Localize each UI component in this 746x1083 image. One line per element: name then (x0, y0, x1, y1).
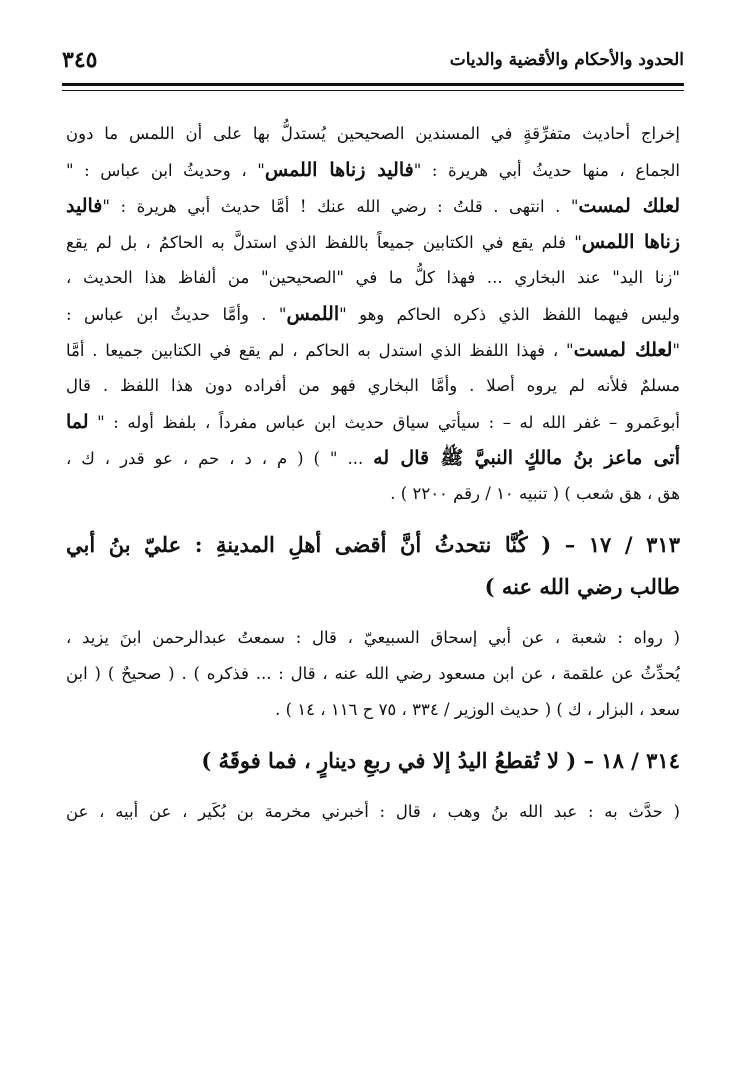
text-line: زناها اللمس" فلم يقع في الكتابين جميعاً باللفظ الذي استدلَّ به الحاكمُ ، بل لم يقع (66, 231, 680, 253)
paragraph-commentary (66, 116, 680, 512)
text-line: "زنا اليد" عند البخاري ... فهذا كلُّ ما في "الصحيحين" من ألفاظ هذا الحديث ، (66, 268, 680, 287)
text-line: أتى ماعز بنُ مالكٍ النبيَّ ﷺ قال له ... " ) ( م ، د ، حم ، عو قدر ، ك ، (66, 447, 680, 469)
hadith-heading: ٣١٣ / ١٧ – ( كُنَّا نتحدثُ أنَّ أقضى أهلِ المدينةِ : عليّ بنُ أبي (66, 532, 680, 557)
text-line: أبوعَمرو – غفر الله له – : سيأتي سياق حديث ابن عباس مفرداً ، بلفظ أوله : " لما (66, 411, 680, 433)
running-title: الحدود والأحكام والأقضية والديات (449, 50, 684, 70)
text-line: يُحدِّثُ عن علقمة ، عن ابن مسعود رضي الله عنه ، قال : ... فذكره ) . ( صحيحٌ ) ( ابن (66, 664, 680, 683)
header-rule-thick (62, 83, 684, 86)
text-line: ( رواه : شعبة ، عن أبي إسحاق السبيعيّ ، قال : سمعتُ عبدالرحمن ابنَ يزيد ، (66, 628, 680, 647)
text-line: "لعلك لمست" ، فهذا اللفظ الذي استدل به الحاكم ، لم يقع في الكتابين جميعا . أمَّا (66, 339, 680, 361)
text-line: إخراج أحاديث متفرِّقةٍ في المسندين الصحيحين يُستدلُّ بها على أن اللمس ما دون (66, 124, 680, 143)
text-line: هق ، هق شعب ) ( تنبيه ١٠ / رقم ٢٢٠٠ ) . (390, 484, 680, 503)
text-line: سعد ، البزار ، ك ) ( حديث الوزير / ٣٣٤ ، ٧٥ ح ١١٦ ، ١٤ ) . (275, 700, 680, 719)
page-number: ٣٤٥ (62, 47, 98, 73)
text-line: وليس فيهما اللفظ الذي ذكره الحاكم وهو "اللمس" . وأمَّا حديثُ ابن عباس : (66, 303, 680, 325)
hadith-313 (66, 524, 680, 728)
text-line: ( حدَّث به : عبد الله بنُ وهب ، قال : أخبرني مخرمة بن بُكَير ، عن أبيه ، عن (66, 802, 680, 821)
hadith-314 (66, 740, 680, 830)
hadith-heading: ٣١٤ / ١٨ – ( لا تُقطعُ اليدُ إلا في ربعِ دينارٍ ، فما فوقَهُ ) (201, 748, 680, 773)
text-line: الجماع ، منها حديثُ أبي هريرة : "فاليد زناها اللمس" ، وحديثُ ابن عباس : " (66, 159, 680, 181)
text-line: مسلمٌ فلأنه لم يروه أصلا . وأمَّا البخاري فهو من أفراده دون هذا اللفظ . قال (66, 376, 680, 395)
text-line: لعلك لمست" . انتهى . قلتُ : رضي الله عنك ! أمَّا حديث أبي هريرة : "فاليد (66, 195, 680, 217)
hadith-heading: طالب رضي الله عنه ) (484, 574, 680, 599)
page-body (66, 116, 680, 830)
page-header (62, 40, 684, 80)
header-rule-thin (62, 90, 684, 91)
